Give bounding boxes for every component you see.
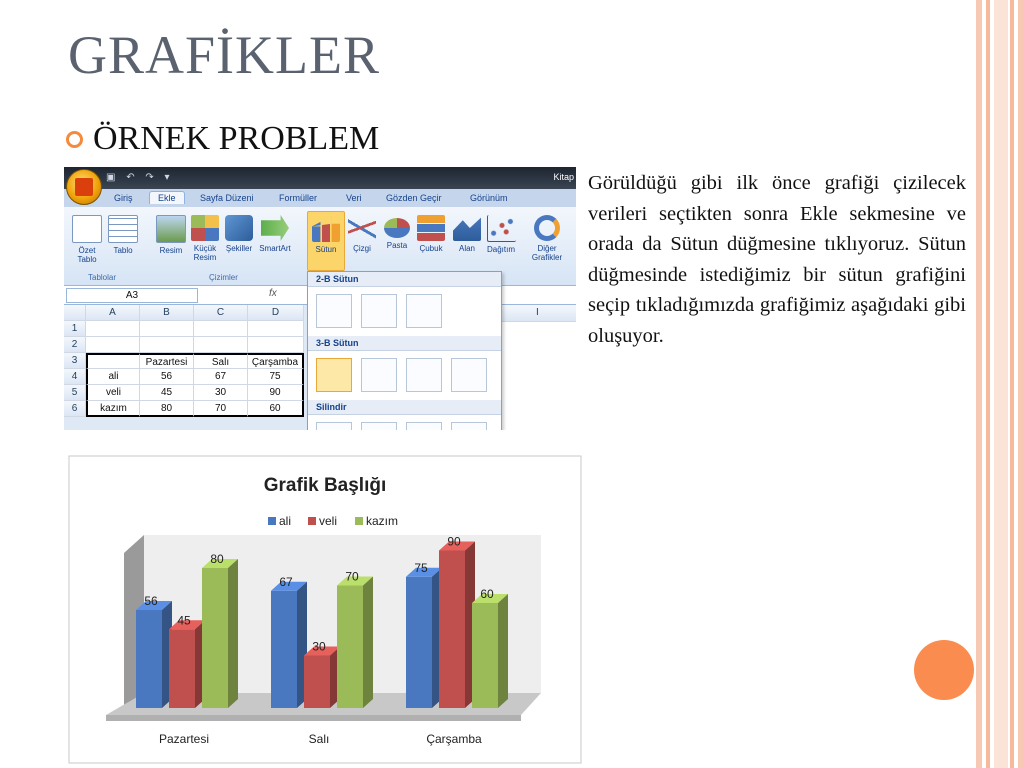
table-cell[interactable]	[248, 321, 304, 337]
excel-screenshot	[64, 167, 576, 430]
dropdown-section-3d: 3-B Sütun	[308, 336, 501, 351]
legend-swatch	[268, 517, 276, 525]
table-cell[interactable]: 30	[194, 385, 248, 401]
dropdown-section-cylinder: Silindir	[308, 400, 501, 415]
legend-swatch	[355, 517, 363, 525]
ribbon-tabs	[64, 189, 576, 207]
chart-data-label: 56	[144, 594, 158, 608]
chart-bar-veli[interactable]	[169, 629, 195, 708]
group-tablolar-label: Tablolar	[88, 273, 117, 282]
legend-label: veli	[319, 514, 338, 528]
worksheet-right-area[interactable]	[500, 305, 576, 430]
other-charts-label: Diğer Grafikler	[531, 244, 563, 262]
column-chart-label: Sütun	[315, 245, 337, 254]
table-cell[interactable]	[86, 321, 140, 337]
tab-ekle[interactable]: Ekle	[149, 191, 185, 204]
column-chart[interactable]	[66, 453, 584, 766]
clipart-icon	[191, 215, 219, 241]
table-cell[interactable]	[194, 321, 248, 337]
table-row	[64, 401, 304, 417]
table-cell[interactable]	[194, 337, 248, 353]
table-cell[interactable]: 60	[248, 401, 304, 417]
window-title: Kitap	[553, 172, 574, 182]
column-header[interactable]: A	[86, 305, 140, 321]
excel-titlebar	[64, 167, 576, 189]
chart-data-label: 67	[279, 574, 293, 589]
office-logo-icon	[75, 178, 93, 196]
row-header[interactable]: 6	[64, 401, 86, 417]
line-chart-icon	[348, 215, 376, 241]
shapes-label: Şekiller	[225, 244, 253, 253]
percent-cylinder-option[interactable]	[406, 422, 442, 430]
table-icon	[108, 215, 138, 243]
table-cell[interactable]	[248, 337, 304, 353]
column-header-row-right	[500, 305, 576, 322]
chart-data-label: 30	[312, 639, 326, 654]
3d-percent-stacked-column-option[interactable]	[406, 358, 442, 392]
table-cell[interactable]: Pazartesi	[140, 353, 194, 369]
office-button[interactable]	[66, 169, 102, 205]
table-cell[interactable]: veli	[86, 385, 140, 401]
table-cell[interactable]	[140, 321, 194, 337]
decorative-orange-circle	[914, 640, 974, 700]
chart-bar-side	[363, 577, 373, 709]
chart-data-label: 80	[210, 552, 224, 566]
table-cell[interactable]: kazım	[86, 401, 140, 417]
table-row	[64, 369, 304, 385]
table-cell[interactable]: 75	[248, 369, 304, 385]
3d-column-option[interactable]	[451, 358, 487, 392]
doughnut-chart-icon	[534, 215, 560, 241]
stacked-cylinder-option[interactable]	[361, 422, 397, 430]
tab-gozden-gecir[interactable]: Gözden Geçir	[386, 193, 442, 203]
table-cell[interactable]: 70	[194, 401, 248, 417]
table-cell[interactable]: 56	[140, 369, 194, 385]
scatter-chart-label: Dağıtım	[486, 245, 515, 254]
shapes-button[interactable]	[220, 215, 258, 253]
quick-access-toolbar[interactable]: ▣ ↶ ↷ ▾	[106, 172, 174, 183]
table-row	[64, 353, 304, 369]
3d-clustered-column-option[interactable]	[316, 358, 352, 392]
column-header[interactable]: C	[194, 305, 248, 321]
other-charts-button[interactable]	[524, 215, 570, 262]
decorative-stripes	[976, 0, 1024, 768]
chart-data-label: 60	[480, 587, 494, 601]
dropdown-section-2d: 2-B Sütun	[308, 272, 501, 287]
tab-sayfa-duzeni[interactable]: Sayfa Düzeni	[200, 193, 254, 203]
area-chart-button[interactable]	[448, 215, 486, 253]
slide-title: GRAFİKLER	[68, 25, 381, 85]
scatter-chart-icon	[487, 215, 516, 242]
column-header[interactable]: D	[248, 305, 304, 321]
table-button[interactable]	[104, 215, 142, 255]
3d-cylinder-option[interactable]	[451, 422, 487, 430]
chart-bar-kazım[interactable]	[202, 568, 228, 708]
chart-bar-side	[228, 559, 238, 708]
row-header[interactable]: 3	[64, 353, 86, 369]
legend-swatch	[308, 517, 316, 525]
chart-category-label: Pazartesi	[158, 732, 210, 746]
pie-chart-label: Pasta	[386, 241, 408, 250]
chart-data-label: 70	[345, 569, 359, 584]
chart-bar-veli[interactable]	[439, 551, 465, 709]
select-all-corner[interactable]	[64, 305, 86, 321]
fx-icon[interactable]: fx	[269, 288, 277, 299]
bullet-circle-icon	[66, 131, 83, 148]
smartart-icon	[261, 215, 289, 241]
chart-bar-veli[interactable]	[304, 656, 330, 709]
subtitle: ÖRNEK PROBLEM	[93, 120, 380, 157]
table-cell[interactable]: Salı	[194, 353, 248, 369]
table-row	[64, 385, 304, 401]
table-cell[interactable]: 45	[140, 385, 194, 401]
scatter-chart-button[interactable]	[482, 215, 520, 254]
line-chart-label: Çizgi	[353, 244, 371, 253]
chart-plot-area	[106, 535, 541, 747]
table-cell[interactable]: 67	[194, 369, 248, 385]
chart-legend[interactable]	[268, 514, 398, 528]
pivot-table-button[interactable]	[68, 215, 106, 264]
table-cell[interactable]	[140, 337, 194, 353]
pivot-table-icon	[72, 215, 102, 243]
chart-bar-side	[498, 594, 508, 708]
chart-category-label: Çarşamba	[426, 732, 482, 746]
tab-formuller[interactable]: Formüller	[279, 193, 318, 203]
tab-gorunum[interactable]: Görünüm	[470, 193, 508, 203]
pie-chart-icon	[384, 218, 410, 238]
table-cell[interactable]	[86, 337, 140, 353]
tab-veri[interactable]: Veri	[346, 193, 362, 203]
chart-data-label: 90	[447, 534, 461, 549]
picture-button[interactable]	[152, 215, 190, 255]
table-label: Tablo	[113, 246, 133, 255]
bar-chart-label: Çubuk	[419, 244, 443, 253]
chart-bar-ali[interactable]	[406, 577, 432, 708]
3d-stacked-column-option[interactable]	[361, 358, 397, 392]
smartart-button[interactable]	[256, 215, 294, 253]
table-cell[interactable]: ali	[86, 369, 140, 385]
column-chart-icon	[312, 216, 340, 242]
smartart-label: SmartArt	[259, 244, 291, 253]
tab-giris[interactable]: Giriş	[114, 193, 133, 203]
table-cell[interactable]: 90	[248, 385, 304, 401]
cylinder-option[interactable]	[316, 422, 352, 430]
pivot-table-label: Özet Tablo	[77, 246, 97, 264]
table-cell[interactable]: Çarşamba	[248, 353, 304, 369]
column-chart-dropdown	[307, 271, 502, 430]
chart-data-label: 45	[177, 613, 191, 628]
clipart-button[interactable]	[186, 215, 224, 262]
legend-label: ali	[279, 514, 292, 528]
clustered-column-option[interactable]	[316, 294, 352, 328]
row-header[interactable]: 5	[64, 385, 86, 401]
pie-chart-button[interactable]	[378, 215, 416, 250]
name-box[interactable]: A3	[66, 288, 198, 303]
table-cell[interactable]	[86, 353, 140, 369]
area-chart-label: Alan	[458, 244, 475, 253]
chart-bar-kazım[interactable]	[337, 586, 363, 709]
column-header[interactable]: B	[140, 305, 194, 321]
picture-icon	[156, 215, 186, 243]
chart-title[interactable]: Grafik Başlığı	[263, 475, 387, 496]
column-header[interactable]: I	[536, 307, 539, 318]
row-header[interactable]: 2	[64, 337, 86, 353]
percent-stacked-column-option[interactable]	[406, 294, 442, 328]
subtitle-bullet	[66, 120, 379, 158]
line-chart-button[interactable]	[343, 215, 381, 253]
stacked-column-option[interactable]	[361, 294, 397, 328]
chart-floor-edge	[106, 715, 521, 721]
row-header[interactable]: 1	[64, 321, 86, 337]
clipart-label: Küçük Resim	[193, 244, 217, 262]
area-chart-icon	[453, 215, 481, 241]
chart-bar-ali[interactable]	[271, 591, 297, 708]
table-row	[64, 321, 304, 337]
description-text	[588, 168, 966, 351]
legend-label: kazım	[366, 514, 399, 528]
table-row	[64, 337, 304, 353]
description-paragraph: Görüldüğü gibi ilk önce grafiği çizilecek verileri seçtikten sonra Ekle sekmesine ve orada da Sütun düğmesine tıklıyoruz. Sütun düğmesinde istediğimiz bir sütun grafiğini seçip tıkladığımızda grafiğimiz aşağıdaki gibi oluşuyor.	[588, 172, 966, 347]
chart-bar-ali[interactable]	[136, 610, 162, 708]
bar-chart-icon	[417, 215, 445, 241]
group-cizimler-label: Çizimler	[209, 273, 238, 282]
table-cell[interactable]: 80	[140, 401, 194, 417]
shapes-icon	[225, 215, 253, 241]
column-chart-button[interactable]	[307, 211, 345, 271]
column-header-row	[64, 305, 304, 321]
bar-chart-button[interactable]	[412, 215, 450, 253]
chart-category-label: Salı	[308, 732, 330, 746]
chart-bar-kazım[interactable]	[472, 603, 498, 708]
chart-data-label: 75	[414, 560, 428, 575]
row-header[interactable]: 4	[64, 369, 86, 385]
picture-label: Resim	[159, 246, 183, 255]
